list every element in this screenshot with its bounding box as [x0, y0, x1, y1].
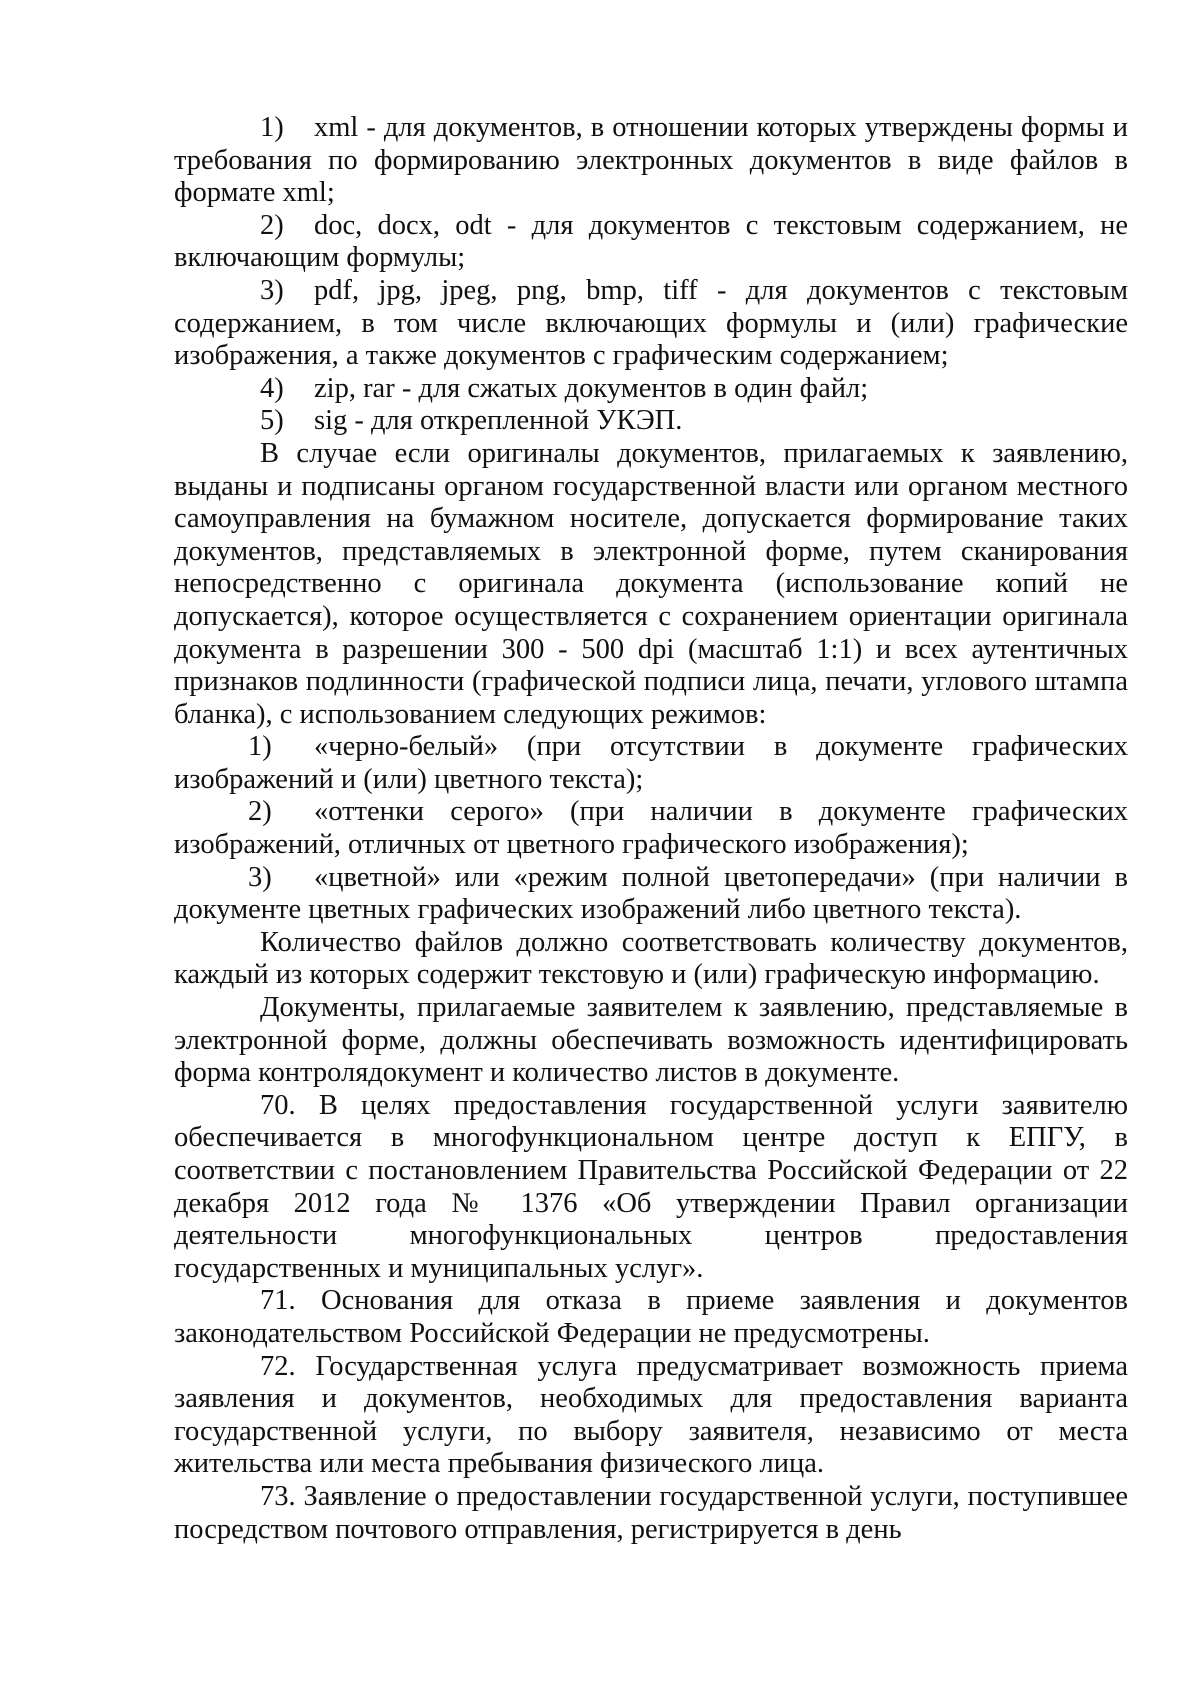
list-number: 4) — [260, 372, 284, 404]
clause-number: 72. — [260, 1350, 296, 1382]
list-item-text: «оттенки серого» (при наличии в документе графических изображений, отличных от цветного графического изображения); — [174, 796, 1128, 861]
identify-paragraph: Документы, прилагаемые заявителем к заявлению, представляемые в электронной форме, должны обеспечивать возможность идентифицировать форма контролядокумент и количество листов в документе. — [174, 992, 1128, 1089]
list-item-text: sig - для открепленной УКЭП. — [314, 405, 683, 437]
formats-list-item-3 — [174, 275, 1128, 373]
scan-paragraph: В случае если оригиналы документов, прилагаемых к заявлению, выданы и подписаны органом государственной власти или органом местного самоуправления на бумажном носителе, допускается формирование таких документов, представляемых в электронной форме, путем сканирования непосредственно с оригинала документа (использование копий не допускается), которое осуществляется с сохранением ориентации оригинала документа в разрешении 300 - 500 dpi (масштаб 1:1) и всех аутентичных признаков подлинности (графической подписи лица, печати, углового штампа бланка), с использованием следующих режимов: — [174, 437, 1128, 730]
modes-list-item-2 — [174, 796, 1128, 861]
modes-list-item-3 — [174, 862, 1128, 927]
formats-list-item-2 — [174, 210, 1128, 275]
clause-text: Заявление о предоставлении государственной услуги, поступившее посредством почтового отправления, регистрируется в день — [174, 1480, 1128, 1545]
clause-text: Основания для отказа в приеме заявления и документов законодательством Российской Федерации не предусмотрены. — [174, 1285, 1128, 1349]
list-item-text: xml - для документов, в отношении которых утверждены формы и требования по формированию электронных документов в виде файлов в формате xml; — [174, 112, 1128, 209]
files-count-paragraph: Количество файлов должно соответствовать количеству документов, каждый из которых содержит текстовую и (или) графическую информацию. — [174, 926, 1128, 991]
clause-number: 71. — [260, 1285, 296, 1317]
list-number: 3) — [248, 861, 272, 893]
list-item-text: «цветной» или «режим полной цветопередачи» (при наличии в документе цветных графических изображений либо цветного текста). — [174, 861, 1128, 926]
list-number: 3) — [260, 274, 284, 306]
list-item-text: pdf, jpg, jpeg, png, bmp, tiff - для документов с текстовым содержанием, в том числе включающих формулы и (или) графические изображения, а также документов с графическим содержанием; — [174, 274, 1128, 372]
list-item-text: «черно-белый» (при отсутствии в документе графических изображений и (или) цветного текста); — [174, 731, 1128, 795]
clause-number: 70. — [260, 1089, 296, 1121]
formats-list-item-5 — [174, 405, 1128, 438]
list-item-text: doc, docx, odt - для документов с текстовым содержанием, не включающим формулы; — [174, 209, 1128, 274]
list-item-text: zip, rar - для сжатых документов в один файл; — [314, 372, 869, 404]
list-number: 1) — [260, 112, 284, 143]
clause-70 — [174, 1090, 1128, 1286]
clause-73 — [174, 1481, 1128, 1546]
modes-list-item-1 — [174, 731, 1128, 796]
clause-number: 73. — [260, 1480, 296, 1512]
clause-text: Государственная услуга предусматривает возможность приема заявления и документов, необходимых для предоставления варианта государственной услуги, по выбору заявителя, независимо от места жительства или места пребывания физического лица. — [174, 1350, 1128, 1480]
formats-list-item-4 — [174, 373, 1128, 406]
list-number: 2) — [260, 209, 284, 241]
document-page — [174, 112, 1128, 1546]
clause-72 — [174, 1351, 1128, 1481]
clause-71 — [174, 1285, 1128, 1350]
formats-list-item-1 — [174, 112, 1128, 210]
list-number: 2) — [248, 796, 272, 828]
clause-text: В целях предоставления государственной услуги заявителю обеспечивается в многофункциональном центре доступ к ЕПГУ, в соответствии с постановлением Правительства Российской Федерации от 22 декабря 2012 года № 1376 «Об утверждении Правил организации деятельности многофункциональных центров предоставления государственных и муниципальных услуг». — [174, 1089, 1129, 1284]
list-number: 1) — [248, 731, 272, 763]
list-number: 5) — [260, 405, 284, 437]
